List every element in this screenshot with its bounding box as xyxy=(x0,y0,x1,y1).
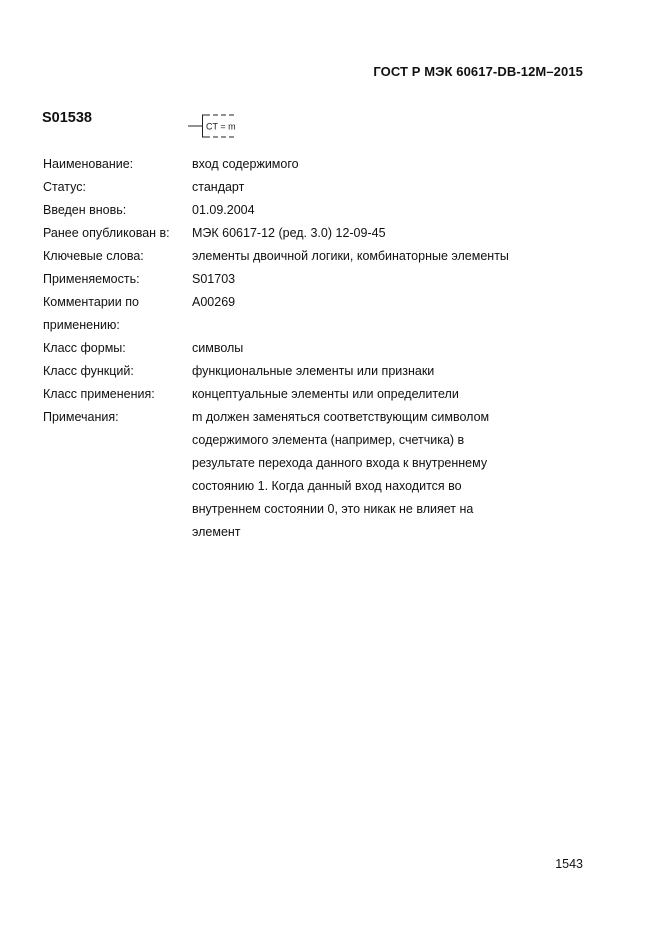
symbol-graphic-label: CT = m xyxy=(206,121,236,132)
field-list xyxy=(43,153,603,544)
content-input-symbol-icon xyxy=(188,112,258,140)
field-value: A00269 xyxy=(192,295,236,309)
field-value: элементы двоичной логики, комбинаторные элементы xyxy=(192,249,509,263)
field-label: Наименование: xyxy=(43,157,134,171)
field-row-application-class xyxy=(43,383,603,406)
field-value: S01703 xyxy=(192,272,236,286)
field-value: m должен заменяться соответствующим символом содержимого элемента (например, счетчика) в результате перехода данного входа к внутреннему состоянию 1. Когда данный вход находится во внутреннем состоянии 0, это никак не влияет на элемент xyxy=(192,410,490,539)
symbol-id: S01538 xyxy=(42,110,92,126)
field-value: МЭК 60617-12 (ред. 3.0) 12-09-45 xyxy=(192,226,386,240)
field-label: Ранее опубликован в: xyxy=(43,226,170,240)
field-row-status xyxy=(43,176,603,199)
field-row-applicability xyxy=(43,268,603,291)
field-value: концептуальные элементы или определители xyxy=(192,387,459,401)
field-row-form-class xyxy=(43,337,603,360)
field-label: Комментарии по применению: xyxy=(43,295,139,332)
field-label: Класс применения: xyxy=(43,387,155,401)
field-label: Примечания: xyxy=(43,410,119,424)
field-row-application-comments xyxy=(43,291,603,337)
field-value: вход содержимого xyxy=(192,157,299,171)
standard-code-header: ГОСТ Р МЭК 60617-DB-12M–2015 xyxy=(373,64,583,79)
field-label: Ключевые слова: xyxy=(43,249,144,263)
page-number: 1543 xyxy=(555,857,583,871)
field-value: функциональные элементы или признаки xyxy=(192,364,435,378)
field-value: стандарт xyxy=(192,180,245,194)
field-label: Класс формы: xyxy=(43,341,126,355)
field-row-introduced xyxy=(43,199,603,222)
field-row-function-class xyxy=(43,360,603,383)
field-row-name xyxy=(43,153,603,176)
field-row-keywords xyxy=(43,245,603,268)
field-label: Класс функций: xyxy=(43,364,134,378)
field-row-previously-published xyxy=(43,222,603,245)
field-value: символы xyxy=(192,341,244,355)
field-label: Применяемость: xyxy=(43,272,140,286)
field-value: 01.09.2004 xyxy=(192,203,255,217)
field-label: Введен вновь: xyxy=(43,203,127,217)
field-row-notes xyxy=(43,406,603,544)
field-label: Статус: xyxy=(43,180,86,194)
